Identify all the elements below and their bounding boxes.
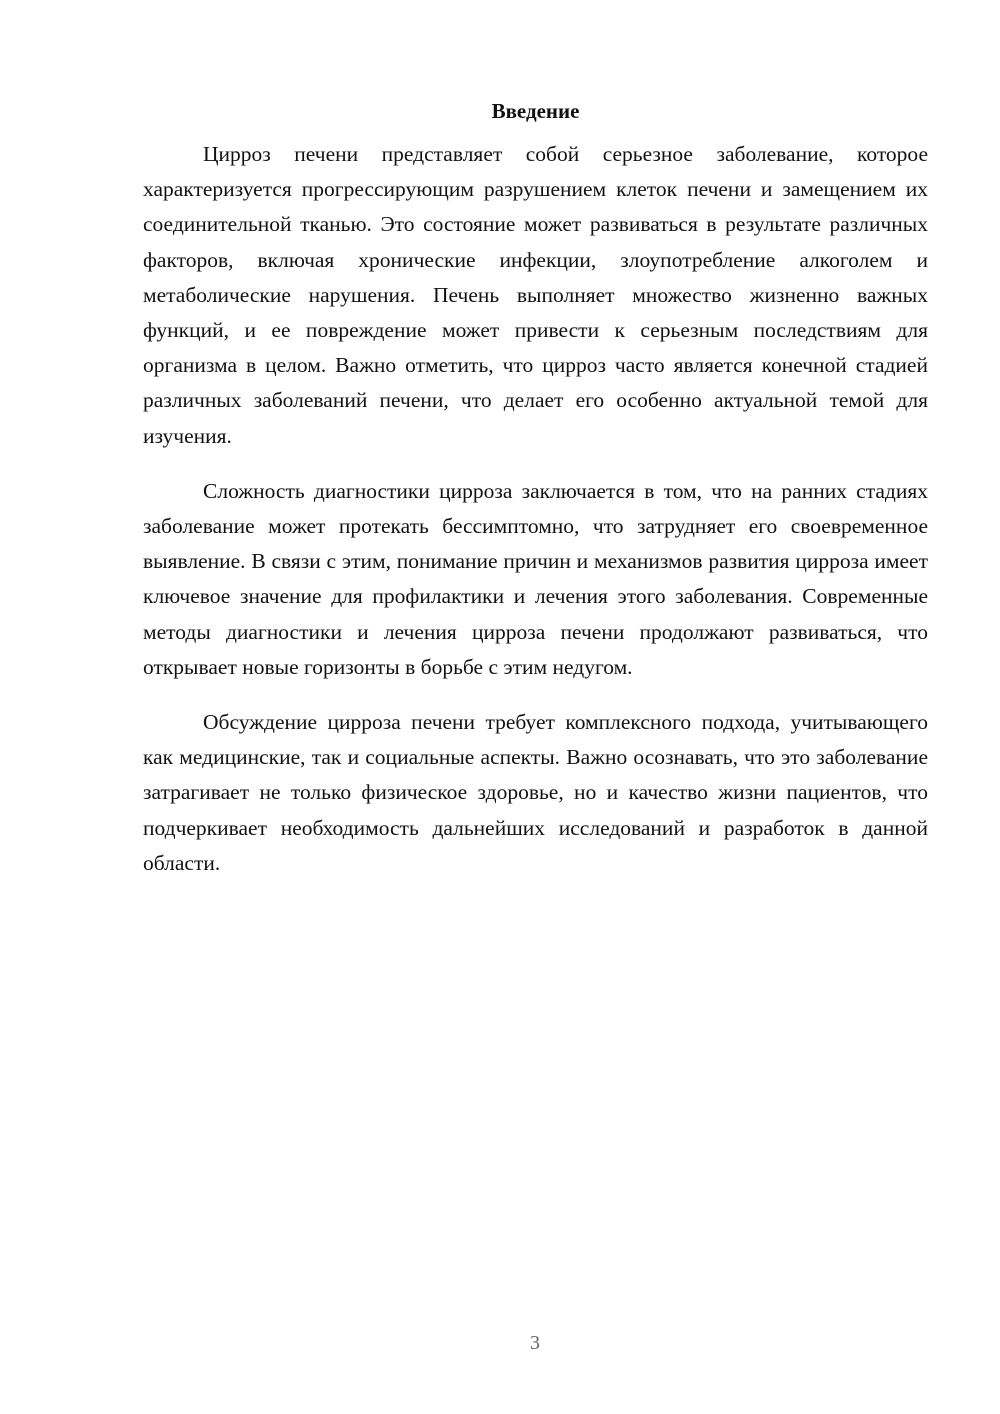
page-content xyxy=(143,94,928,901)
paragraph-3: Обсуждение цирроза печени требует комплексного подхода, учитывающего как медицинские, так и социальные аспекты. Важно осознавать, что это заболевание затрагивает не только физическое здоровье, но и качество жизни пациентов, что подчеркивает необходимость дальнейших исследований и разработок в данной области. xyxy=(143,710,928,875)
page-number: 3 xyxy=(530,1332,540,1354)
section-title: Введение xyxy=(491,99,580,123)
paragraph-1: Цирроз печени представляет собой серьезное заболевание, которое характеризуется прогрессирующим разрушением клеток печени и замещением их соединительной тканью. Это состояние может развиваться в результате различных факторов, включая хронические инфекции, злоупотребление алкоголем и метаболические нарушения. Печень выполняет множество жизненно важных функций, и ее повреждение может привести к серьезным последствиям для организма в целом. Важно отметить, что цирроз часто является конечной стадией различных заболеваний печени, что делает его особенно актуальной темой для изучения. xyxy=(143,142,928,448)
paragraph-2: Сложность диагностики цирроза заключается в том, что на ранних стадиях заболевание может протекать бессимптомно, что затрудняет его своевременное выявление. В связи с этим, понимание причин и механизмов развития цирроза имеет ключевое значение для профилактики и лечения этого заболевания. Современные методы диагностики и лечения цирроза печени продолжают развиваться, что открывает новые горизонты в борьбе с этим недугом. xyxy=(143,478,928,679)
